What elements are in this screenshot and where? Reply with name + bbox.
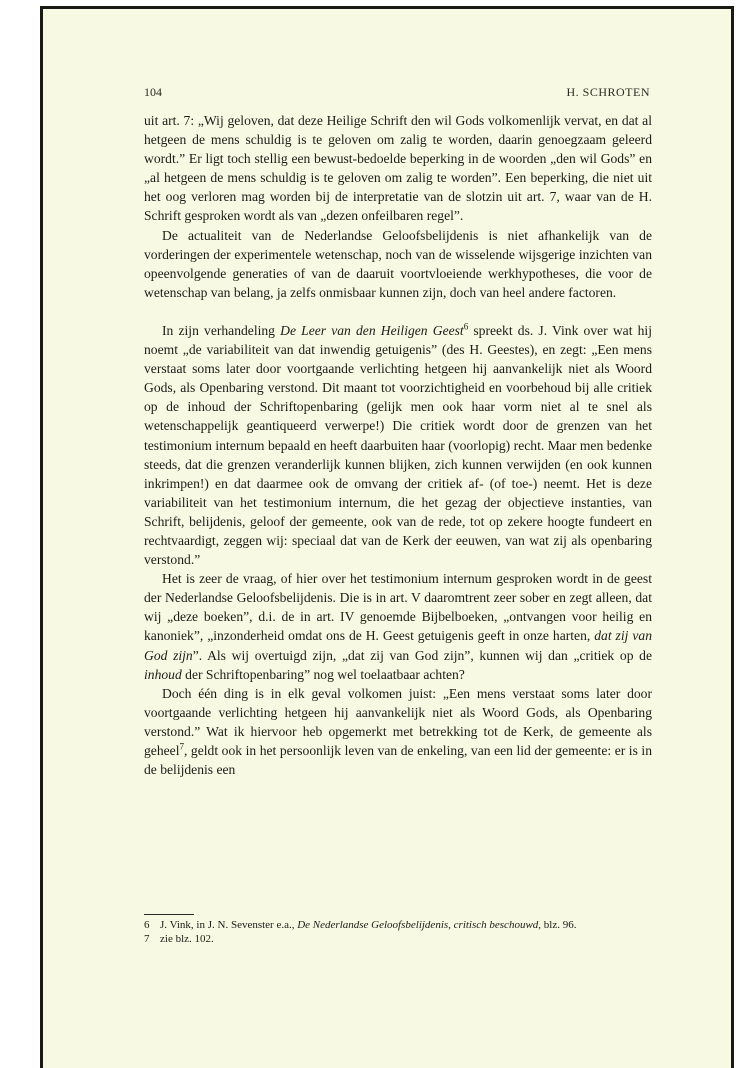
paragraph-5-text: Doch één ding is in elk geval volkomen juist: „Een mens verstaat soms later door voortgaande verlichting hetgeen hij aanvankelijk niet als Woord Gods, als Openbaring verstond.” Wat ik hiervoor heb opgemerkt met betrekking tot de Kerk, de gemeente als geheel bbox=[144, 685, 652, 758]
footnotes bbox=[144, 918, 650, 946]
footnote-ref-6: 6 bbox=[463, 321, 469, 332]
paragraph-3-text: In zijn verhandeling bbox=[162, 322, 281, 338]
paragraph-4 bbox=[144, 569, 652, 684]
footnote-cited-title: De Nederlandse Geloofsbelijdenis, critisch beschouwd, bbox=[297, 919, 542, 931]
page-number: 104 bbox=[144, 85, 162, 99]
paragraph-5 bbox=[144, 684, 652, 779]
paragraph-3-text: spreekt ds. J. Vink over wat hij noemt „de variabiliteit van dat inwendig getuigenis” (des H. Geestes), en zegt: „Een mens verstaat soms later door voortgaande verlichting hetgeen hij aanvankelijk niet als Woord Gods, als Openbaring verstond. Dit maant tot voorzichtigheid en voorbehoud bij alle critiek op de inhoud der Schriftopenbaring (gelijk men ook haar vorm niet al te snel als wetenschappelijk geantiqueerd verwerpe!) Die critiek wordt door de grenzen van het testimonium internum bepaald en heeft daarbuiten haar (voorlopig) recht. Maar men bedenke steeds, dat die grenzen veranderlijk kunnen blijken, zich kunnen verwijden (en ook kunnen inkrimpen!) en dat daarmee ook de omvang der critiek af- (of toe-) neemt. Het is deze variabiliteit van het testimonium internum, die het gezag der objectieve instanties, van Schrift, belijdenis, geloof der gemeente, ook van de rede, tot op zekere hoogte fundeert en rechtvaardigt, zeggen wij: speciaal dat van de Kerk der eeuwen, van wat zij als openbaring verstond.” bbox=[144, 322, 652, 568]
paragraph-3 bbox=[144, 321, 652, 569]
scan-edge-left bbox=[40, 6, 43, 1068]
paragraph-5-text: , geldt ook in het persoonlijk leven van de enkeling, van een lid der gemeente: er is in de belijdenis een bbox=[144, 743, 652, 778]
page-header bbox=[144, 85, 650, 101]
footnote-number: 6 bbox=[144, 919, 150, 931]
paragraph-2: De actualiteit van de Nederlandse Geloofsbelijdenis is niet afhankelijk van de vorderingen der experimentele wetenschap, noch van de wisselende wijsgerige inzichten van opeenvolgende generaties of van de daaruit voortvloeiende werkhypotheses, die voor de wetenschap van belang, ja zelfs onmisbaar kunnen zijn, doch van heel andere factoren. bbox=[144, 227, 652, 300]
paragraph-1: uit art. 7: „Wij geloven, dat deze Heilige Schrift den wil Gods volkomenlijk vervat, en dat al hetgeen de mens schuldig is te geloven om zalig te worden, daarin genoegzaam geleerd wordt.” Er ligt toch stellig een bewust-bedoelde beperking in de woorden „den wil Gods” en „al hetgeen de mens schuldig is te geloven om zalig te worden”. Een beperking, die niet uit het oog verloren mag worden bij de interpretatie van de slotzin uit art. 7, waar van de H. Schrift gesproken wordt als van „dezen onfeilbaren regel”. bbox=[144, 113, 652, 224]
body-text bbox=[144, 111, 652, 779]
italic-word: inhoud bbox=[144, 666, 182, 682]
footnote-text-part: blz. 96. bbox=[541, 919, 577, 931]
paragraph-4-text: der Schriftopenbaring” nog wel toelaatbaar achten? bbox=[181, 666, 465, 682]
footnote-text: zie blz. 102. bbox=[160, 933, 214, 945]
cited-title: De Leer van den Heiligen Geest bbox=[280, 322, 464, 338]
paragraph-4-text: Het is zeer de vraag, of hier over het testimonium internum gesproken wordt in de geest der Nederlandse Geloofsbelijdenis. Die is in art. V daaromtrent zeer sober en zegt alleen, dat wij „deze boeken”, d.i. de in art. IV genoemde Bijbelboeken, „ontvangen voor heilig en kanoniek”, „inzonderheid omdat ons de H. Geest getuigenis geeft in onze harten, bbox=[144, 571, 652, 644]
running-head: H. SCHROTEN bbox=[566, 85, 650, 99]
footnote-ref-7: 7 bbox=[179, 741, 184, 752]
paragraph-4-text: ”. Als wij overtuigd zijn, „dat zij van God zijn”, kunnen wij dan „critiek op de bbox=[192, 647, 652, 663]
footnote-rule bbox=[144, 914, 194, 915]
footnote-7 bbox=[144, 932, 650, 946]
footnote-text-part: J. Vink, in J. N. Sevenster e.a., bbox=[160, 919, 298, 931]
paragraph-gap bbox=[144, 302, 652, 321]
italic-phrase: dat zij van God zijn bbox=[144, 628, 652, 663]
footnote-number: 7 bbox=[144, 933, 150, 945]
scan-edge-right bbox=[731, 6, 734, 1068]
scan-edge-top bbox=[42, 6, 732, 9]
footnote-6 bbox=[144, 918, 650, 932]
footnote-text bbox=[160, 918, 650, 932]
